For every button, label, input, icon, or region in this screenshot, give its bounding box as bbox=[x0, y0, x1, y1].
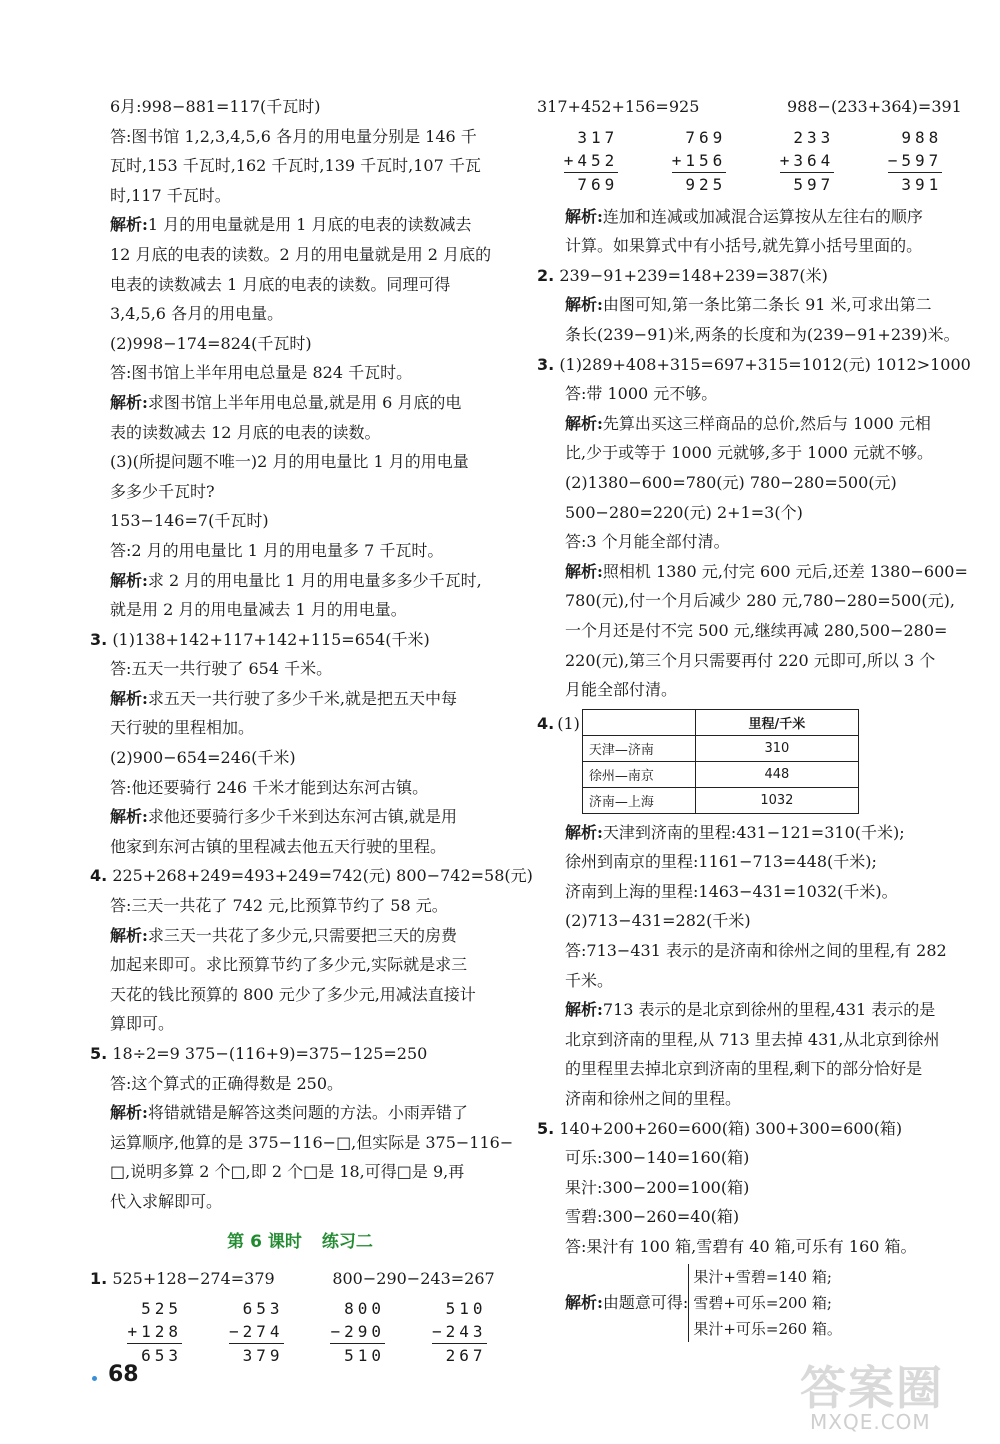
operand: 317 bbox=[577, 127, 619, 147]
operand: +128 bbox=[127, 1320, 182, 1344]
analysis-label: 解析: bbox=[565, 413, 603, 433]
operand: −274 bbox=[229, 1320, 284, 1344]
equation-brace bbox=[688, 1264, 842, 1342]
question-text: 140+200+260=600(箱) 300+300=600(箱) bbox=[559, 1118, 903, 1138]
question-number: 4. bbox=[537, 713, 555, 733]
result: 267 bbox=[445, 1346, 487, 1366]
analysis-text: 由题意可得: bbox=[602, 1292, 689, 1312]
text-line: 的里程里去掉北京到济南的里程,剩下的部分恰好是 bbox=[565, 1059, 923, 1079]
result: 597 bbox=[793, 174, 835, 194]
right-column bbox=[537, 92, 969, 1342]
analysis-line bbox=[90, 802, 510, 832]
analysis-line bbox=[90, 566, 510, 596]
vertical-calc bbox=[330, 1297, 385, 1367]
text-line: 电表的读数减去 1 月底的电表的读数。同理可得 bbox=[110, 274, 451, 294]
analysis-text: 求三天一共花了多少元,只需要把三天的房费 bbox=[147, 925, 458, 945]
text-line: 500−280=220(元) 2+1=3(个) bbox=[565, 502, 803, 522]
text-line: 3,4,5,6 各月的用电量。 bbox=[110, 304, 284, 324]
text-line: 瓦时,153 千瓦时,162 千瓦时,139 千瓦时,107 千瓦 bbox=[110, 156, 481, 176]
analysis-label: 解析: bbox=[110, 807, 148, 827]
vertical-calc bbox=[888, 126, 943, 196]
analysis-label: 解析: bbox=[565, 206, 603, 226]
analysis-line bbox=[90, 921, 510, 951]
table-cell-distance: 1032 bbox=[695, 787, 858, 813]
watermark-logo: 答案圈 bbox=[800, 1361, 944, 1415]
analysis-label: 解析: bbox=[565, 1000, 603, 1020]
text-line: 答:五天一共行驶了 654 千米。 bbox=[110, 659, 333, 679]
question-text: 525+128−274=379 bbox=[112, 1268, 275, 1288]
analysis-line bbox=[537, 557, 969, 587]
question-5 bbox=[537, 1114, 969, 1144]
question-text: 239−91+239=148+239=387(米) bbox=[559, 265, 828, 285]
operand: 769 bbox=[685, 127, 727, 147]
watermark-url: MXQE.COM bbox=[810, 1410, 931, 1434]
table-cell-route: 天津—济南 bbox=[582, 735, 695, 761]
operand: 988 bbox=[901, 127, 943, 147]
vertical-calc bbox=[229, 1297, 284, 1367]
text-line: (3)(所提问题不唯一)2 月的用电量比 1 月的用电量 bbox=[110, 452, 469, 472]
text-line: 时,117 千瓦时。 bbox=[110, 185, 231, 205]
question-3 bbox=[90, 625, 510, 655]
question-3 bbox=[537, 350, 969, 380]
analysis-label: 解析: bbox=[565, 295, 603, 315]
text-line: 天花的钱比预算的 800 元少了多少元,用减法直接计 bbox=[110, 984, 476, 1004]
result: 925 bbox=[685, 174, 727, 194]
text-line: 答:带 1000 元不够。 bbox=[565, 384, 718, 404]
text-line: 运算顺序,他算的是 375−116−□,但实际是 375−116− bbox=[110, 1132, 514, 1152]
text-line: 比,少于或等于 1000 元就够,多于 1000 元就不够。 bbox=[565, 443, 933, 463]
analysis-line bbox=[537, 202, 969, 232]
text-line: 他家到东河古镇的里程减去他五天行驶的里程。 bbox=[110, 836, 447, 856]
text-line: 雪碧:300−260=40(箱) bbox=[565, 1207, 740, 1227]
vertical-calc bbox=[672, 126, 727, 196]
vertical-calculations bbox=[90, 1293, 510, 1373]
text-line: 答:2 月的用电量比 1 月的用电量多 7 千瓦时。 bbox=[110, 540, 444, 560]
analysis-line bbox=[537, 409, 969, 439]
text-line: 可乐:300−140=160(箱) bbox=[565, 1148, 750, 1168]
distance-table bbox=[582, 709, 859, 814]
question-1 bbox=[90, 1264, 510, 1294]
text-line: 月能全部付清。 bbox=[565, 680, 678, 700]
question-text: 18÷2=9 375−(116+9)=375−125=250 bbox=[112, 1044, 428, 1063]
table-cell-distance: 310 bbox=[695, 735, 858, 761]
table-row bbox=[582, 787, 858, 813]
text-line: 表的读数减去 12 月底的电表的读数。 bbox=[110, 422, 381, 442]
analysis-line bbox=[90, 210, 510, 240]
result: 769 bbox=[577, 174, 619, 194]
section-heading bbox=[90, 1227, 510, 1252]
text-line: 千米。 bbox=[565, 970, 614, 990]
analysis-line bbox=[565, 1288, 688, 1318]
vertical-calc bbox=[780, 126, 835, 196]
equation: 果汁+可乐=260 箱。 bbox=[693, 1319, 842, 1338]
operand: +364 bbox=[780, 149, 835, 173]
analysis-line bbox=[537, 995, 969, 1025]
text-line: 果汁:300−200=100(箱) bbox=[565, 1177, 750, 1197]
table-cell-route: 徐州—南京 bbox=[582, 761, 695, 787]
analysis-label: 解析: bbox=[110, 688, 148, 708]
operand: +156 bbox=[672, 149, 727, 173]
question-2 bbox=[537, 261, 969, 291]
text-line: 780(元),付一个月后减少 280 元,780−280=500(元), bbox=[565, 591, 955, 611]
analysis-line bbox=[90, 388, 510, 418]
result: 510 bbox=[344, 1346, 386, 1366]
operand: 233 bbox=[793, 127, 835, 147]
text-line: 计算。如果算式中有小括号,就先算小括号里面的。 bbox=[565, 236, 923, 256]
operand: −290 bbox=[330, 1320, 385, 1344]
text-line: 就是用 2 月的用电量减去 1 月的用电量。 bbox=[110, 600, 407, 620]
question-number: 3. bbox=[537, 354, 555, 374]
operand: +452 bbox=[564, 149, 619, 173]
analysis-line bbox=[90, 684, 510, 714]
text-line: 答:他还要骑行 246 千米才能到达东河古镇。 bbox=[110, 777, 429, 797]
text-line: 加起来即可。求比预算节约了多少元,实际就是求三 bbox=[110, 955, 468, 975]
question-5 bbox=[90, 1039, 510, 1069]
text-line: 220(元),第三个月只需要再付 220 元即可,所以 3 个 bbox=[565, 650, 936, 670]
analysis-text: 天津到济南的里程:431−121=310(千米); bbox=[602, 822, 905, 842]
analysis-label: 解析: bbox=[565, 822, 603, 842]
analysis-label: 解析: bbox=[110, 925, 148, 945]
analysis-label: 解析: bbox=[110, 392, 148, 412]
page-marker-dot bbox=[92, 1376, 97, 1381]
text-line: (2)713−431=282(千米) bbox=[565, 911, 751, 931]
text-line: (2)900−654=246(千米) bbox=[110, 748, 296, 768]
analysis-text: 将错就错是解答这类问题的方法。小雨弄错了 bbox=[147, 1103, 468, 1123]
text-line: 答:713−431 表示的是济南和徐州之间的里程,有 282 bbox=[565, 941, 947, 961]
analysis-line bbox=[90, 1098, 510, 1128]
question-number: 5. bbox=[90, 1044, 108, 1063]
table-header-cell bbox=[582, 709, 695, 735]
text-line: 答:这个算式的正确得数是 250。 bbox=[110, 1073, 344, 1093]
question-text: (1)289+408+315=697+315=1012(元) 1012>1000 bbox=[559, 354, 971, 374]
analysis-equation-system bbox=[537, 1264, 969, 1342]
operand: 653 bbox=[242, 1299, 284, 1319]
text-line: □,说明多算 2 个□,即 2 个□是 18,可得□是 9,再 bbox=[110, 1162, 465, 1182]
equation: 317+452+156=925 bbox=[537, 97, 700, 116]
question-number: 1. bbox=[90, 1268, 108, 1288]
text-line: (2)1380−600=780(元) 780−280=500(元) bbox=[565, 472, 897, 492]
analysis-label: 解析: bbox=[565, 1292, 603, 1312]
left-column bbox=[90, 92, 533, 1373]
text-line: 条长(239−91)米,两条的长度和为(239−91+239)米。 bbox=[565, 324, 960, 344]
question-number: 3. bbox=[90, 629, 108, 649]
analysis-label: 解析: bbox=[110, 570, 148, 590]
analysis-label: 解析: bbox=[565, 561, 603, 581]
text-line: 代入求解即可。 bbox=[110, 1191, 223, 1211]
question-4 bbox=[90, 861, 533, 891]
equation: 988−(233+364)=391 bbox=[787, 97, 962, 116]
question-number: 4. bbox=[90, 866, 108, 886]
table-header-row bbox=[582, 709, 858, 735]
analysis-text: 求 2 月的用电量比 1 月的用电量多多少千瓦时, bbox=[147, 570, 482, 590]
analysis-line bbox=[537, 290, 969, 320]
page-number: 68 bbox=[108, 1362, 139, 1387]
analysis-text: 求他还要骑行多少千米到达东河古镇,就是用 bbox=[147, 807, 458, 827]
vertical-calc bbox=[432, 1297, 487, 1367]
text-line: (2)998−174=824(千瓦时) bbox=[110, 333, 312, 353]
sub-question-label: (1) bbox=[557, 713, 580, 733]
equation-row bbox=[537, 92, 969, 122]
text-line: 6月:998−881=117(千瓦时) bbox=[110, 97, 321, 116]
table-header-cell: 里程/千米 bbox=[695, 709, 858, 735]
analysis-label: 解析: bbox=[110, 1103, 148, 1123]
operand: 510 bbox=[445, 1299, 487, 1319]
analysis-text: 先算出买这三样商品的总价,然后与 1000 元相 bbox=[602, 413, 931, 433]
result: 391 bbox=[901, 174, 943, 194]
text-line: 多多少千瓦时? bbox=[110, 481, 215, 501]
text-line: 天行驶的里程相加。 bbox=[110, 718, 255, 738]
equation: 雪碧+可乐=200 箱; bbox=[693, 1293, 832, 1312]
analysis-line bbox=[537, 818, 969, 848]
lesson-number: 第 6 课时 bbox=[227, 1231, 302, 1252]
text-line: 153−146=7(千瓦时) bbox=[110, 511, 269, 531]
question-text: (1)138+142+117+142+115=654(千米) bbox=[112, 629, 430, 649]
text-line: 答:图书馆 1,2,3,4,5,6 各月的用电量分别是 146 千 bbox=[110, 126, 477, 146]
vertical-calc bbox=[127, 1297, 182, 1367]
operand: 800 bbox=[344, 1299, 386, 1319]
analysis-text: 照相机 1380 元,付完 600 元后,还差 1380−600= bbox=[602, 561, 968, 581]
text-line: 答:3 个月能全部付清。 bbox=[565, 532, 730, 552]
question-number: 2. bbox=[537, 265, 555, 285]
question-text: 800−290−243=267 bbox=[332, 1268, 495, 1288]
analysis-text: 连加和连减或加减混合运算按从左往右的顺序 bbox=[602, 206, 923, 226]
operand: −597 bbox=[888, 149, 943, 173]
result: 653 bbox=[141, 1346, 183, 1366]
question-number: 5. bbox=[537, 1118, 555, 1138]
text-line: 济南和徐州之间的里程。 bbox=[565, 1089, 742, 1109]
result: 379 bbox=[242, 1346, 284, 1366]
analysis-text: 求图书馆上半年用电总量,就是用 6 月底的电 bbox=[147, 392, 462, 412]
text-line: 算即可。 bbox=[110, 1014, 175, 1034]
lesson-title: 练习二 bbox=[321, 1231, 373, 1252]
text-line: 济南到上海的里程:1463−431=1032(千米)。 bbox=[565, 881, 898, 901]
text-line: 一个月还是付不完 500 元,继续再减 280,500−280= bbox=[565, 620, 948, 640]
table-row bbox=[582, 735, 858, 761]
analysis-label: 解析: bbox=[110, 215, 148, 235]
question-4 bbox=[537, 709, 969, 818]
analysis-text: 1 月的用电量就是用 1 月底的电表的读数减去 bbox=[147, 215, 472, 235]
table-row bbox=[582, 761, 858, 787]
text-line: 徐州到南京的里程:1161−713=448(千米); bbox=[565, 852, 877, 872]
question-text: 225+268+249=493+249=742(元) 800−742=58(元) bbox=[112, 866, 533, 886]
analysis-text: 求五天一共行驶了多少千米,就是把五天中每 bbox=[147, 688, 458, 708]
text-line: 答:三天一共花了 742 元,比预算节约了 58 元。 bbox=[110, 896, 448, 916]
text-line: 北京到济南的里程,从 713 里去掉 431,从北京到徐州 bbox=[565, 1029, 940, 1049]
table-cell-distance: 448 bbox=[695, 761, 858, 787]
analysis-text: 由图可知,第一条比第二条长 91 米,可求出第二 bbox=[602, 295, 932, 315]
analysis-text: 713 表示的是北京到徐州的里程,431 表示的是 bbox=[602, 1000, 936, 1020]
operand: 525 bbox=[141, 1299, 183, 1319]
vertical-calculations bbox=[537, 122, 969, 202]
text-line: 答:图书馆上半年用电总量是 824 千瓦时。 bbox=[110, 363, 413, 383]
operand: −243 bbox=[432, 1320, 487, 1344]
text-line: 12 月底的电表的读数。2 月的用电量就是用 2 月底的 bbox=[110, 244, 492, 264]
vertical-calc bbox=[564, 126, 619, 196]
table-cell-route: 济南—上海 bbox=[582, 787, 695, 813]
equation: 果汁+雪碧=140 箱; bbox=[693, 1267, 832, 1286]
text-line: 答:果汁有 100 箱,雪碧有 40 箱,可乐有 160 箱。 bbox=[565, 1237, 917, 1256]
